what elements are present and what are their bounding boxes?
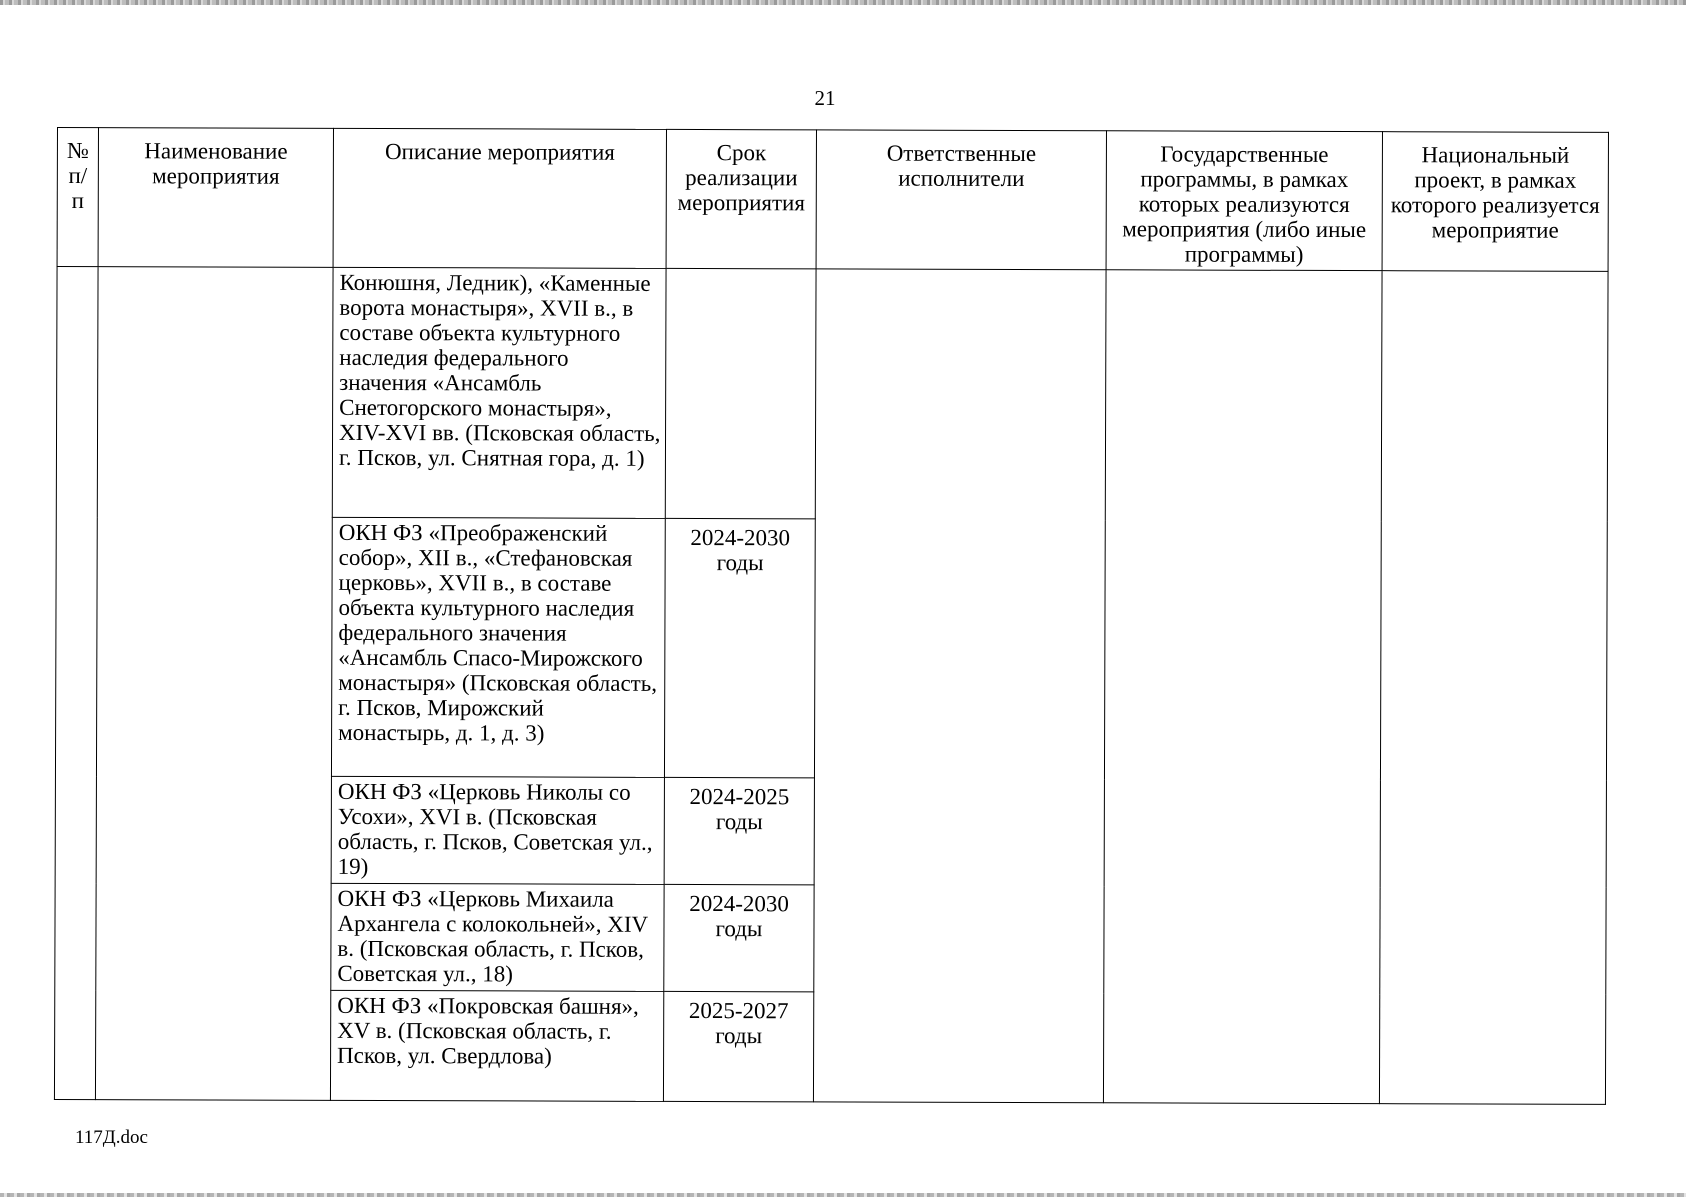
- page-number: 21: [814, 86, 836, 110]
- cell-national-project: [1379, 271, 1608, 1105]
- scan-edge-bottom: [0, 1193, 1686, 1197]
- cell-description: ОКН ФЗ «Церковь Михаила Архангела с колокольней», XIV в. (Псковская область, г. Псков, Советская ул., 18): [331, 883, 664, 991]
- table-row: [56, 267, 1608, 522]
- cell-term: 2024-2025 годы: [664, 777, 814, 884]
- footer-filename: 117Д.doc: [75, 1127, 148, 1148]
- cell-term: [665, 268, 816, 518]
- header-national-project: Национальный проект, в рамках которого реализуется мероприятие: [1382, 132, 1608, 272]
- cell-num: [54, 267, 98, 1100]
- header-num: № п/п: [57, 128, 98, 267]
- scan-edge-top: [0, 0, 1686, 5]
- cell-description: ОКН ФЗ «Преображенский собор», XII в., «Стефановская церковь», XVII в., в составе объекта культурного наследия федерального значения «Ансамбль Спасо-Мирожского монастыря» (Псковская область, г. Псков, Мирожский монастырь, д. 1, д. 3): [331, 517, 665, 777]
- header-name: Наименование мероприятия: [98, 128, 333, 268]
- cell-description: ОКН ФЗ «Покровская башня», XV в. (Псковская область, г. Псков, ул. Свердлова): [330, 990, 663, 1101]
- cell-description: ОКН ФЗ «Церковь Николы со Усохи», XVI в. (Псковская область, г. Псков, Советская ул., 19): [331, 776, 664, 884]
- cell-term: 2024-2030 годы: [664, 884, 814, 991]
- header-responsible: Ответственные исполнители: [816, 130, 1106, 270]
- table-header-row: [57, 128, 1608, 272]
- header-state-programs: Государственные программы, в рамках которых реализуются мероприятия (либо иные программы): [1106, 131, 1382, 271]
- cell-responsible: [813, 269, 1106, 1103]
- measures-table: [54, 127, 1609, 1105]
- header-term: Срок реализации мероприятия: [666, 129, 816, 268]
- cell-name: [95, 267, 333, 1101]
- cell-term: 2024-2030 годы: [664, 518, 815, 777]
- header-description: Описание мероприятия: [333, 128, 666, 268]
- cell-state-programs: [1103, 270, 1382, 1104]
- cell-term: 2025-2027 годы: [663, 991, 813, 1101]
- cell-description: Конюшня, Ледник), «Каменные ворота монастыря», XVII в., в составе объекта культурного наследия федерального значения «Ансамбль Снетогорского монастыря», XIV-XVI вв. (Псковская область, г. Псков, ул. Снятная гора, д. 1): [332, 267, 666, 518]
